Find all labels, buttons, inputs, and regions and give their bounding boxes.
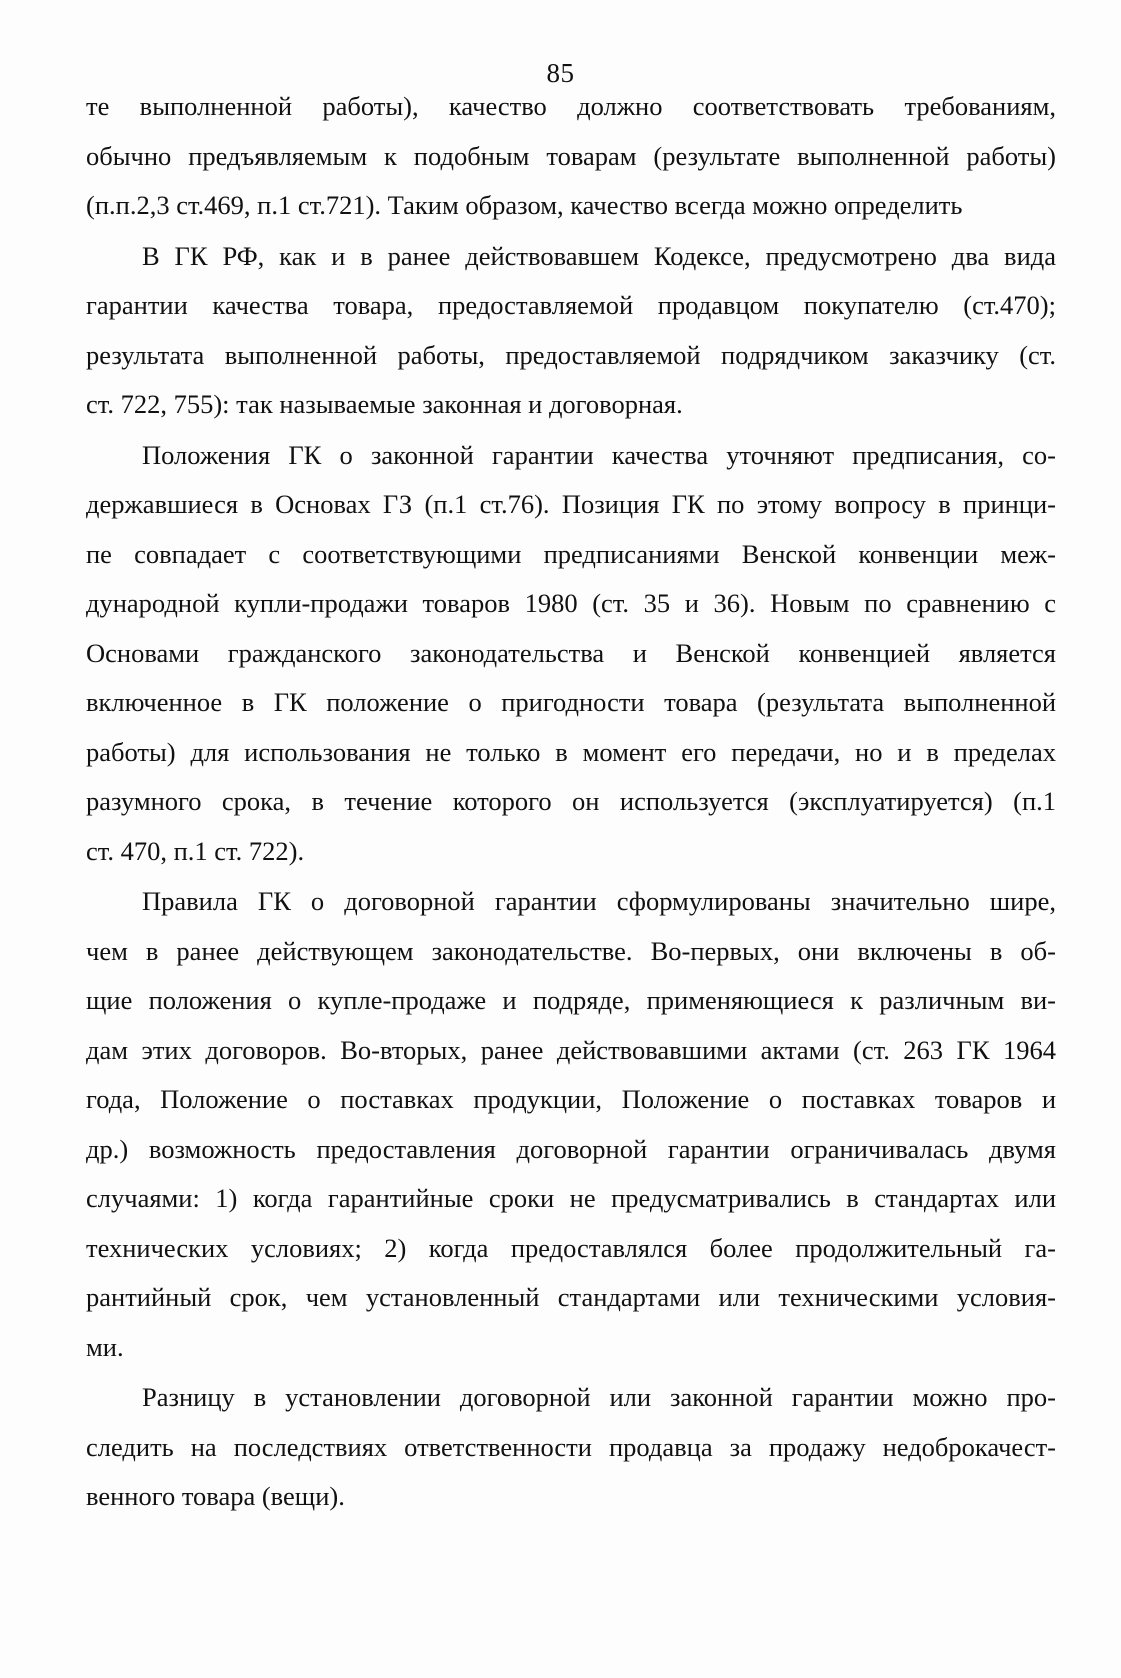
text-line: (п.п.2,3 ст.469, п.1 ст.721). Таким образом, качество всегда можно определить [86,190,963,220]
paragraph-5 [86,1373,1056,1522]
text-line: следить на последствиях ответственности продавца за продажу недоброкачест- [86,1431,1056,1462]
text-line: работы) для использования не только в момент его передачи, но и в пределах [86,736,1056,767]
paragraph-3 [86,431,1056,877]
text-line: Основами гражданского законодательства и Венской конвенцией является [86,637,1056,668]
text-line: щие положения о купле-продаже и подряде, применяющиеся к различным ви- [86,985,1056,1015]
text-line: дународной купли-продажи товаров 1980 (ст. 35 и 36). Новым по сравнению с [86,588,1056,618]
text-line: др.) возможность предоставления договорной гарантии ограничивалась двумя [86,1133,1056,1164]
text-line: венного товара (вещи). [86,1481,345,1511]
text-line: ми. [86,1331,124,1362]
text-line: ст. 722, 755): так называемые законная и договорная. [86,389,683,419]
text-line: рантийный срок, чем установленный стандартами или техническими условия- [86,1282,1056,1312]
text-line: включенное в ГК положение о пригодности товара (результата выполненной [86,687,1056,717]
page-number: 85 [546,58,575,88]
body-text [86,82,1056,1522]
text-line: Разницу в установлении договорной или законной гарантии можно про- [142,1382,1056,1412]
text-line: технических условиях; 2) когда предоставлялся более продолжительный га- [86,1232,1056,1263]
text-line: дам этих договоров. Во-вторых, ранее действовавшими актами (ст. 263 ГК 1964 [86,1034,1056,1065]
text-line: пе совпадает с соответствующими предписаниями Венской конвенции меж- [86,538,1056,569]
paragraph-1 [86,82,1056,231]
text-line: В ГК РФ, как и в ранее действовавшем Кодексе, предусмотрено два вида [142,240,1056,271]
text-line: случаями: 1) когда гарантийные сроки не предусматривались в стандартах или [86,1183,1056,1213]
text-line: державшиеся в Основах ГЗ (п.1 ст.76). Позиция ГК по этому вопросу в принци- [86,489,1056,519]
text-line: Положения ГК о законной гарантии качества уточняют предписания, со- [142,439,1056,470]
text-line: разумного срока, в течение которого он используется (эксплуатируется) (п.1 [86,786,1056,816]
text-line: результата выполненной работы, предоставляемой подрядчиком заказчику (ст. [86,339,1056,370]
text-line: ст. 470, п.1 ст. 722). [86,835,305,866]
text-line: гарантии качества товара, предоставляемой продавцом покупателю (ст.470); [86,290,1056,320]
paragraph-2 [86,232,1056,430]
text-line: Правила ГК о договорной гарантии сформулированы значительно шире, [142,886,1056,916]
text-line: чем в ранее действующем законодательстве. Во-первых, они включены в об- [86,935,1056,966]
text-line: те выполненной работы), качество должно соответствовать требованиям, [86,91,1056,121]
paragraph-4 [86,877,1056,1372]
text-line: обычно предъявляемым к подобным товарам (результате выполненной работы) [86,140,1056,171]
text-line: года, Положение о поставках продукции, Положение о поставках товаров и [86,1084,1056,1114]
